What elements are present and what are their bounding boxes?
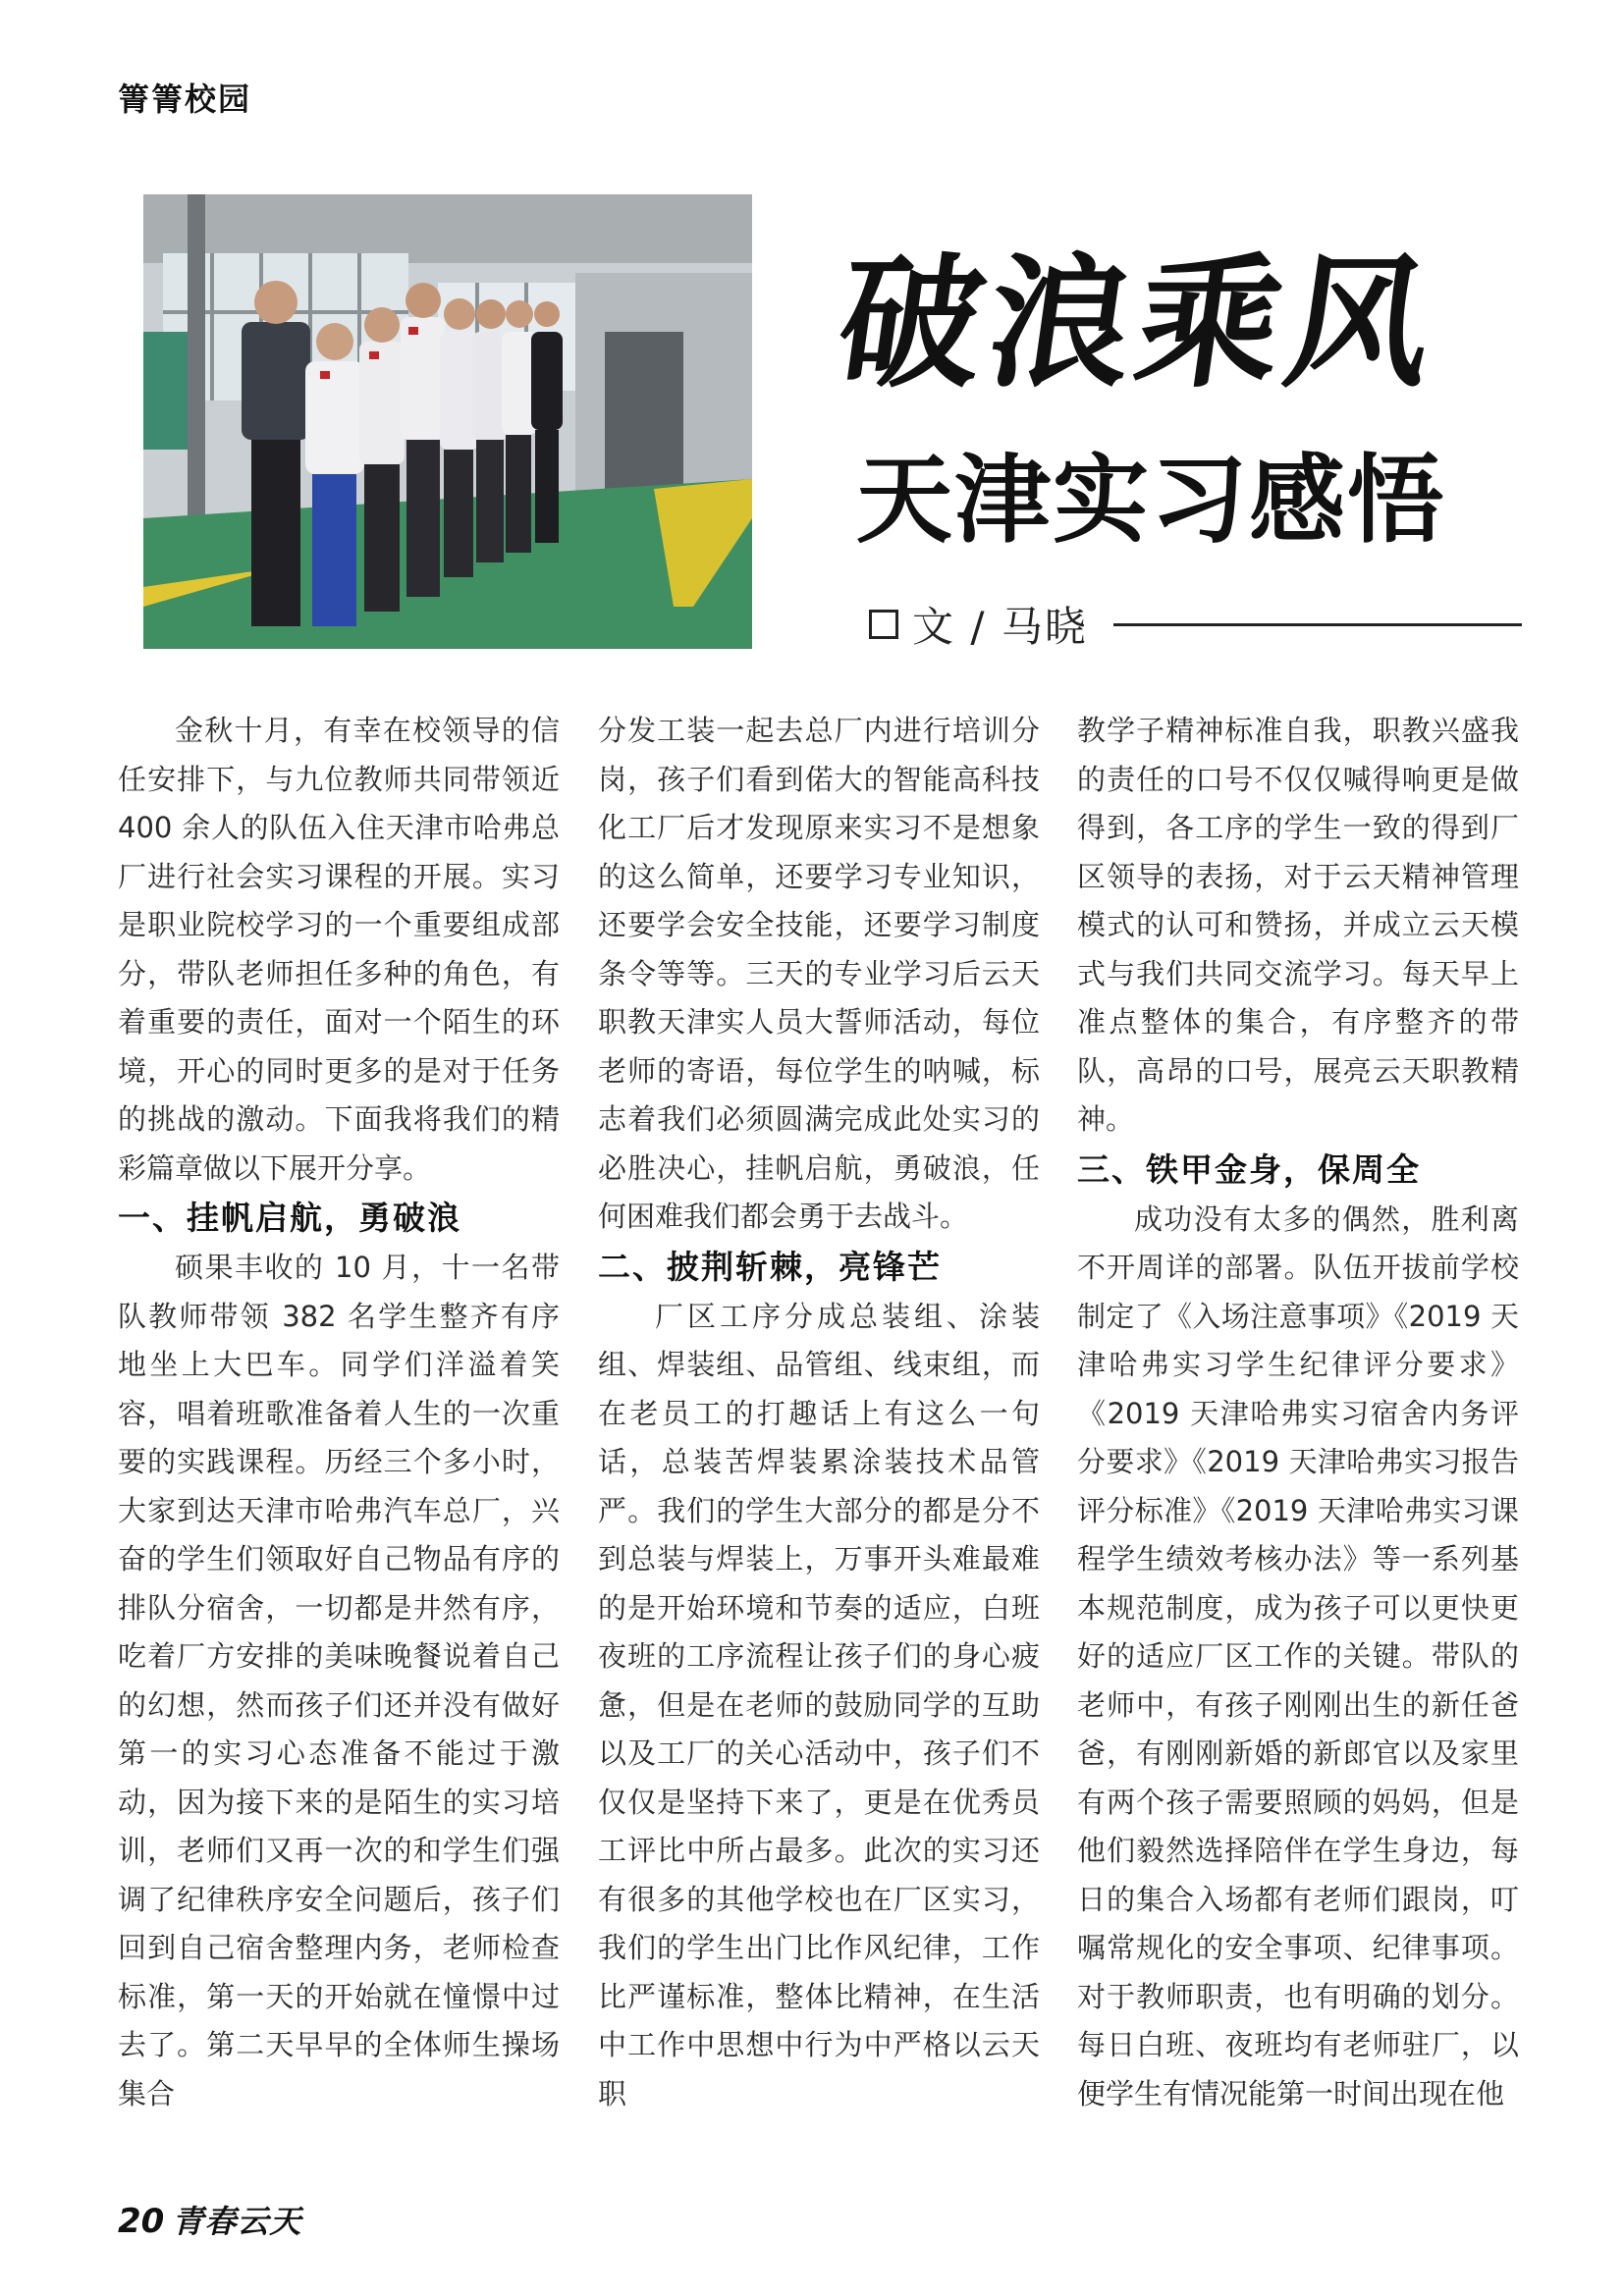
article-subtitle: 天津实习感悟 (856, 445, 1446, 557)
section-tag: 箐箐校园 (118, 80, 252, 118)
paragraph: 成功没有太多的偶然，胜利离不开周详的部署。队伍开拔前学校制定了《入场注意事项》《2019 天津哈弗实习学生纪律评分要求》《2019 天津哈弗实习宿舍内务评分要求》《2019 天津哈弗实习报告评分标准》《2019 天津哈弗实习课程学生绩效考核办法》等一系列基本规范制度，成为孩子可以更快更好的适应厂区工作的关键。带队的老师中，有孩子刚刚出生的新任爸爸，有刚刚新婚的新郎官以及家里有两个孩子需要照顾的妈妈，但是他们毅然选择陪伴在学生身边，每日的集合入场都有老师们跟岗，叮嘱常规化的安全事项、纪律事项。对于教师职责，也有明确的划分。每日白班、夜班均有老师驻厂，以便学生有情况能第一时间出现在他 (1077, 1201, 1519, 2110)
article-title: 破浪乘风 (828, 240, 1449, 407)
byline-box-icon (869, 610, 898, 639)
text-column-2 (598, 707, 1040, 2169)
section-heading: 一、挂帆启航，勇破浪 (118, 1199, 461, 1237)
section-heading: 二、披荆斩棘，亮锋芒 (598, 1247, 942, 1286)
magazine-name: 青春云天 (172, 2203, 302, 2240)
paragraph: 分发工装一起去总厂内进行培训分岗，孩子们看到偌大的智能高科技化工厂后才发现原来实习不是想象的这么简单，还要学习专业知识，还要学会安全技能，还要学习制度条令等等。三天的专业学习后云天职教天津实人员大誓师活动，每位老师的寄语，每位学生的呐喊，标志着我们必须圆满完成此处实习的必胜决心，挂帆启航，勇破浪，任何困难我们都会勇于去战斗。 (598, 714, 1040, 1233)
paragraph: 教学子精神标准自我，职教兴盛我的责任的口号不仅仅喊得响更是做得到，各工序的学生一致的得到厂区领导的表扬，对于云天精神管理模式的认可和赞扬，并成立云天模式与我们共同交流学习。每天早上准点整体的集合，有序整齐的带队，高昂的口号，展亮云天职教精神。 (1077, 714, 1519, 1136)
byline-rule (1113, 623, 1522, 626)
byline (869, 595, 1522, 654)
article-photo (143, 194, 752, 649)
byline-author: 文 / 马晓 (912, 603, 1088, 651)
paragraph: 厂区工序分成总装组、涂装组、焊装组、品管组、线束组，而在老员工的打趣话上有这么一句话，总装苦焊装累涂装技术品管严。我们的学生大部分的都是分不到总装与焊装上，万事开头难最难的是开始环境和节奏的适应，白班夜班的工序流程让孩子们的身心疲惫，但是在老师的鼓励同学的互助以及工厂的关心活动中，孩子们不仅仅是坚持下来了，更是在优秀员工评比中所占最多。此次的实习还有很多的其他学校也在厂区实习，我们的学生出门比作风纪律，工作比严谨标准，整体比精神，在生活中工作中思想中行为中严格以云天职 (598, 1299, 1040, 2110)
text-column-1 (118, 707, 560, 2169)
paragraph: 金秋十月，有幸在校领导的信任安排下，与九位教师共同带领近 400 余人的队伍入住天津市哈弗总厂进行社会实习课程的开展。实习是职业院校学习的一个重要组成部分，带队老师担任多种的角色，有着重要的责任，面对一个陌生的环境，开心的同时更多的是对于任务的挑战的激动。下面我将我们的精彩篇章做以下展开分享。 (118, 714, 560, 1185)
paragraph: 硕果丰收的 10 月，十一名带队教师带领 382 名学生整齐有序地坐上大巴车。同学们洋溢着笑容，唱着班歌准备着人生的一次重要的实践课程。历经三个多小时，大家到达天津市哈弗汽车总厂，兴奋的学生们领取好自己物品有序的排队分宿舍，一切都是井然有序，吃着厂方安排的美味晚餐说着自己的幻想，然而孩子们还并没有做好第一的实习心态准备不能过于激动，因为接下来的是陌生的实习培训，老师们又再一次的和学生们强调了纪律秩序安全问题后，孩子们回到自己宿舍整理内务，老师检查标准，第一天的开始就在憧憬中过去了。第二天早早的全体师生操场集合 (118, 1251, 560, 2110)
section-heading: 三、铁甲金身，保周全 (1077, 1149, 1421, 1189)
text-column-3 (1077, 707, 1519, 2169)
page-footer (118, 2197, 301, 2242)
page-number: 20 (118, 2202, 165, 2241)
factory-photo (143, 194, 752, 649)
